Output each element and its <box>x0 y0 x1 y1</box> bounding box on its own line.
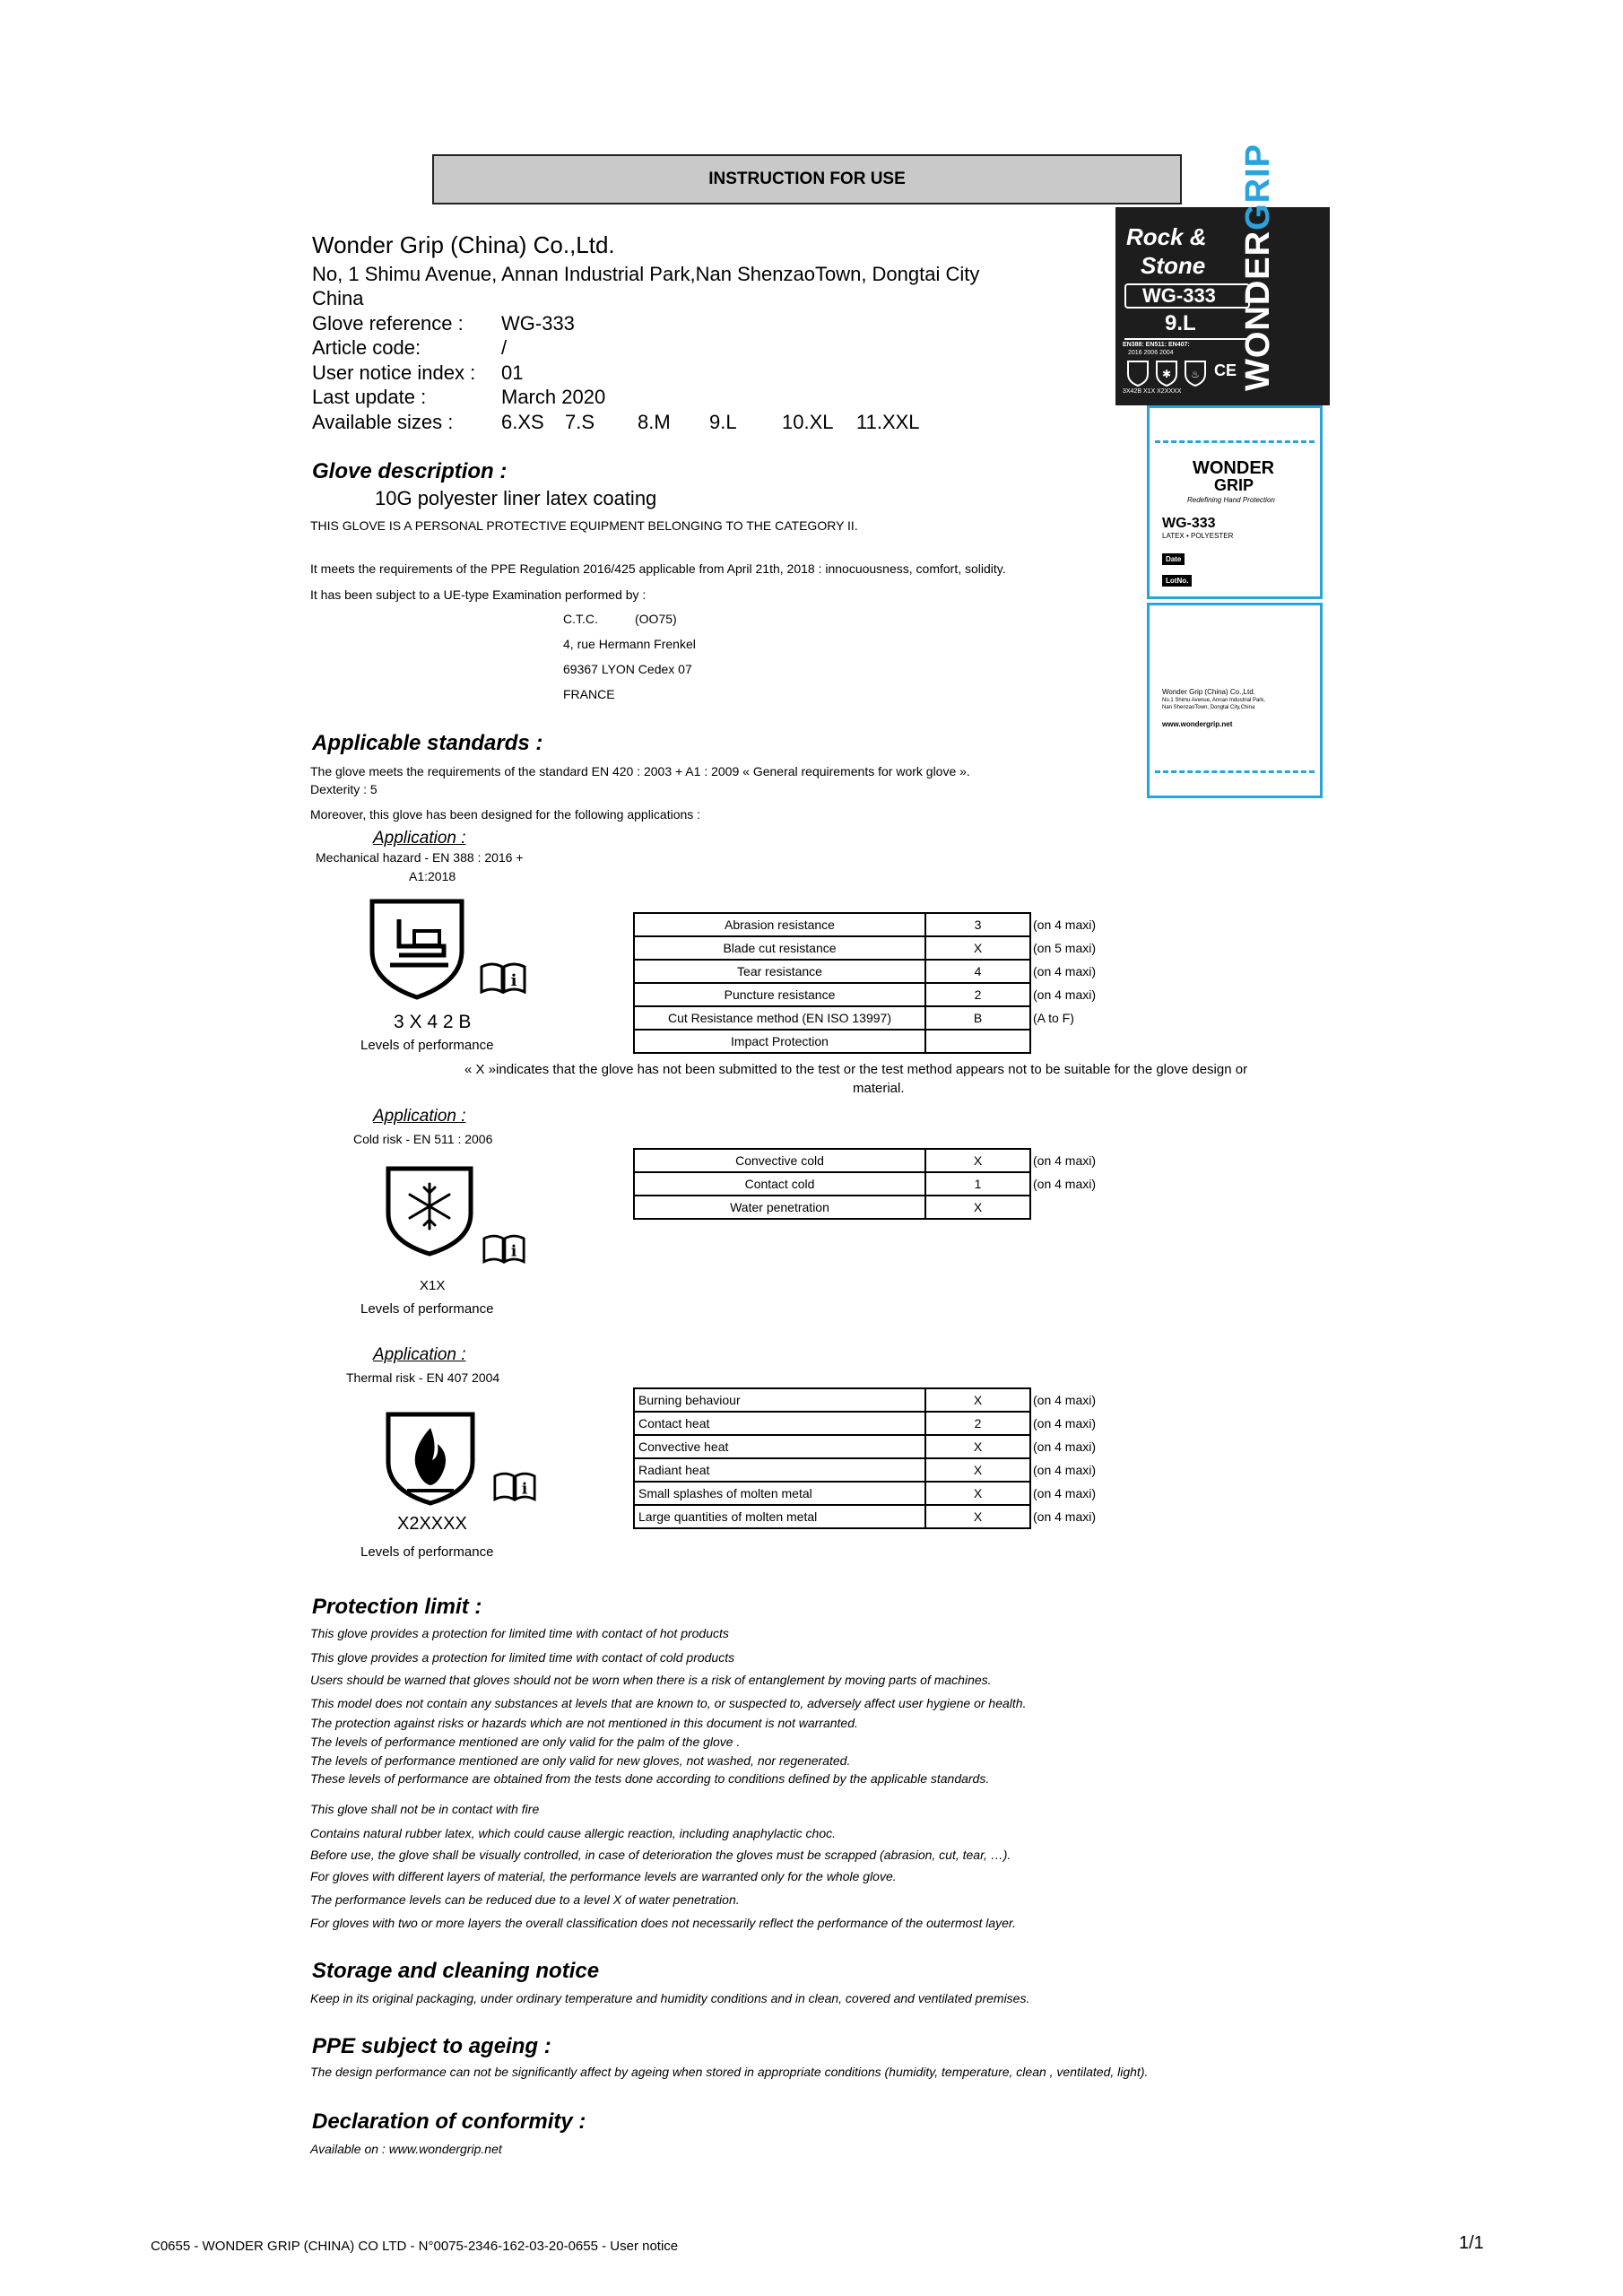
size-item: 10.XL <box>782 411 834 433</box>
document-banner: INSTRUCTION FOR USE <box>432 154 1182 204</box>
info-label: Last update : <box>312 386 427 408</box>
table-row <box>634 1196 1127 1219</box>
body-address: 4, rue Hermann Frenkel <box>563 637 696 651</box>
table-cell: (on 4 maxi) <box>1033 1416 1097 1431</box>
table-cell: X <box>925 936 1030 960</box>
table-row <box>634 1435 1127 1458</box>
list-item: Before use, the glove shall be visually controlled, in case of deterioration the gloves must be scrapped (abrasion, cut, tear, …). <box>310 1848 1011 1862</box>
cold-hazard-icon <box>384 1164 475 1257</box>
table-cell: Impact Protection <box>634 1030 925 1053</box>
body-address: FRANCE <box>563 687 615 701</box>
company-name: Wonder Grip (China) Co.,Ltd. <box>312 231 615 258</box>
table-cell: X <box>925 1149 1030 1172</box>
label-model: WG-333 <box>1142 284 1216 307</box>
list-item: The protection against risks or hazards which are not mentioned in this document is not warranted. <box>310 1716 858 1730</box>
storage-heading: Storage and cleaning notice <box>312 1959 600 1983</box>
glove-description-text: 10G polyester liner latex coating <box>375 487 657 509</box>
table-cell: (on 4 maxi) <box>1033 1439 1097 1454</box>
table-cell: Radiant heat <box>634 1458 925 1482</box>
cold-title: Cold risk - EN 511 : 2006 <box>353 1132 493 1146</box>
svg-text:i: i <box>521 1479 528 1498</box>
table-row <box>634 1482 1127 1505</box>
table-cell: (on 4 maxi) <box>1033 987 1097 1002</box>
table-cell: 3 <box>925 913 1030 936</box>
body-name: C.T.C. <box>563 612 598 626</box>
svg-text:i: i <box>510 1241 517 1260</box>
list-item: The levels of performance mentioned are only valid for the palm of the glove . <box>310 1735 741 1749</box>
table-cell <box>1030 1030 1127 1053</box>
table-cell: (on 4 maxi) <box>1033 1486 1097 1500</box>
tag-company: Wonder Grip (China) Co.,Ltd. <box>1162 688 1255 696</box>
label-line1: Rock & <box>1126 223 1207 250</box>
mechanical-table <box>633 912 1128 1054</box>
list-item: This glove provides a protection for limited time with contact of cold products <box>310 1650 735 1665</box>
label-std-header: EN388: EN511: EN407: <box>1123 342 1190 348</box>
list-item: The levels of performance mentioned are only valid for new gloves, not washed, nor regenerated. <box>310 1753 851 1768</box>
table-row <box>634 1172 1127 1196</box>
info-value: WG-333 <box>501 312 575 335</box>
list-item: This glove shall not be in contact with fire <box>310 1802 540 1816</box>
thermal-table <box>633 1387 1128 1529</box>
label-line2: Stone <box>1141 252 1206 279</box>
body-address: 69367 LYON Cedex 07 <box>563 662 692 676</box>
tag-website: www.wondergrip.net <box>1162 720 1233 728</box>
table-cell: X <box>925 1196 1030 1219</box>
thermal-code: X2XXXX <box>397 1514 467 1534</box>
list-item: For gloves with two or more layers the overall classification does not necessarily reflect the performance of the outermost layer. <box>310 1916 1016 1930</box>
size-item: 8.M <box>638 411 671 433</box>
table-row <box>634 1006 1127 1030</box>
mechanical-code: 3 X 4 2 B <box>394 1012 472 1032</box>
table-cell: Puncture resistance <box>634 983 925 1006</box>
table-cell: X <box>925 1482 1030 1505</box>
table-row <box>634 983 1127 1006</box>
tag-address1: No.1 Shimu Avenue, Annan Industrial Park, <box>1162 698 1265 703</box>
table-cell: Burning behaviour <box>634 1388 925 1412</box>
table-cell: (on 4 maxi) <box>1033 1177 1097 1191</box>
thermal-hazard-icon <box>384 1410 477 1507</box>
table-cell: 2 <box>925 983 1030 1006</box>
info-label: Glove reference : <box>312 312 464 335</box>
standards-text: The glove meets the requirements of the standard EN 420 : 2003 + A1 : 2009 « General requirements for work glove ». <box>310 764 970 778</box>
table-cell: X <box>925 1458 1030 1482</box>
table-cell: X <box>925 1505 1030 1528</box>
footer-text: C0655 - WONDER GRIP (CHINA) CO LTD - N°0075-2346-162-03-20-0655 - User notice <box>151 2239 679 2254</box>
table-cell: Abrasion resistance <box>634 913 925 936</box>
table-cell: 4 <box>925 960 1030 983</box>
table-cell: (on 4 maxi) <box>1033 1393 1097 1407</box>
table-row <box>634 1149 1127 1172</box>
table-cell: B <box>925 1006 1030 1030</box>
table-cell: (on 4 maxi) <box>1033 1153 1097 1168</box>
tag-brand1: WONDER <box>1193 458 1275 478</box>
table-row <box>634 1030 1127 1053</box>
hang-tag-back <box>1147 603 1323 798</box>
glove-description-heading: Glove description : <box>312 459 508 483</box>
table-cell: (on 4 maxi) <box>1033 918 1097 932</box>
size-item: 7.S <box>565 411 595 433</box>
table-cell <box>925 1030 1030 1053</box>
conformity-heading: Declaration of conformity : <box>312 2109 586 2134</box>
size-item: 11.XXL <box>856 411 920 433</box>
conformity-text: Available on : www.wondergrip.net <box>310 2142 502 2156</box>
wondergrip-logo: WONDERGRIP <box>1239 143 1277 391</box>
info-value: 01 <box>501 361 524 384</box>
mechanical-title: Mechanical hazard - EN 388 : 2016 + <box>316 850 524 865</box>
list-item: For gloves with different layers of material, the performance levels are warranted only for the whole glove. <box>310 1869 897 1883</box>
table-cell: (A to F) <box>1033 1011 1074 1025</box>
table-cell: Cut Resistance method (EN ISO 13997) <box>634 1006 925 1030</box>
info-value: March 2020 <box>501 386 606 408</box>
ageing-heading: PPE subject to ageing : <box>312 2034 551 2058</box>
category-text: THIS GLOVE IS A PERSONAL PROTECTIVE EQUIPMENT BELONGING TO THE CATEGORY II. <box>310 518 858 533</box>
table-cell: (on 4 maxi) <box>1033 1463 1097 1477</box>
table-row <box>634 1505 1127 1528</box>
table-cell: Convective cold <box>634 1149 925 1172</box>
list-item: These levels of performance are obtained from the tests done according to conditions defined by the applicable standards. <box>310 1771 990 1786</box>
applications-text: Moreover, this glove has been designed for the following applications : <box>310 807 701 822</box>
regulation-text: It meets the requirements of the PPE Regulation 2016/425 applicable from April 21th, 2018 : innocuousness, comfort, solidity. <box>310 561 1006 576</box>
info-label: Article code: <box>312 336 421 359</box>
table-row <box>634 1388 1127 1412</box>
info-label: Available sizes : <box>312 411 454 433</box>
table-cell: 1 <box>925 1172 1030 1196</box>
table-cell: Blade cut resistance <box>634 936 925 960</box>
table-cell: Contact cold <box>634 1172 925 1196</box>
table-cell: (on 4 maxi) <box>1033 964 1097 978</box>
size-item: 9.L <box>709 411 737 433</box>
table-row <box>634 1412 1127 1435</box>
tag-model: WG-333 <box>1162 516 1216 531</box>
svg-text:i: i <box>510 971 517 990</box>
company-country: China <box>312 287 364 309</box>
table-row <box>634 936 1127 960</box>
mechanical-title-2: A1:2018 <box>409 869 456 883</box>
tag-slogan: Redefining Hand Protection <box>1187 496 1275 504</box>
tag-brand2: GRIP <box>1214 476 1254 494</box>
tag-material: LATEX • POLYESTER <box>1162 532 1234 540</box>
table-cell: Large quantities of molten metal <box>634 1505 925 1528</box>
table-cell: X <box>925 1435 1030 1458</box>
table-row <box>634 913 1127 936</box>
table-cell: Convective heat <box>634 1435 925 1458</box>
hang-tag-front <box>1147 405 1323 599</box>
book-info-icon <box>482 1233 525 1264</box>
application-label: Application : <box>373 1345 466 1364</box>
table-cell <box>1030 1196 1127 1219</box>
dexterity-text: Dexterity : 5 <box>310 782 378 796</box>
label-std-codes: 3X42B X1X X2XXXX <box>1123 388 1182 395</box>
tag-lot: LotNo. <box>1162 575 1192 587</box>
table-cell: Water penetration <box>634 1196 925 1219</box>
label-std-years: 2016 2006 2004 <box>1128 350 1174 356</box>
list-item: The performance levels can be reduced due to a level X of water penetration. <box>310 1892 740 1907</box>
list-item: This glove provides a protection for limited time with contact of hot products <box>310 1626 729 1640</box>
svg-text:✱: ✱ <box>1161 368 1172 380</box>
table-cell: Tear resistance <box>634 960 925 983</box>
book-info-icon <box>480 961 526 994</box>
table-cell: Contact heat <box>634 1412 925 1435</box>
cold-code: X1X <box>420 1278 446 1293</box>
ageing-text: The design performance can not be significantly affect by ageing when stored in appropriate conditions (humidity, temperature, clean , ventilated, light). <box>310 2065 1149 2079</box>
storage-text: Keep in its original packaging, under ordinary temperature and humidity conditions and in clean, covered and ventilated premises. <box>310 1991 1030 2005</box>
standards-heading: Applicable standards : <box>312 731 543 755</box>
mechanical-hazard-icon <box>368 897 466 1000</box>
table-cell: Small splashes of molten metal <box>634 1482 925 1505</box>
svg-text:♨: ♨ <box>1191 369 1200 380</box>
performance-label: Levels of performance <box>360 1544 494 1560</box>
cold-table <box>633 1148 1128 1220</box>
tag-date: Date <box>1162 553 1185 565</box>
product-label <box>1115 143 1330 405</box>
ce-mark: CE <box>1214 361 1237 379</box>
company-address: No, 1 Shimu Avenue, Annan Industrial Park,Nan ShenzaoTown, Dongtai City <box>312 263 980 285</box>
x-note: « X »indicates that the glove has not been submitted to the test or the test method appears not to be suitable for the glove design or <box>464 1062 1248 1077</box>
list-item: Contains natural rubber latex, which could cause allergic reaction, including anaphylactic choc. <box>310 1826 836 1840</box>
list-item: Users should be warned that gloves should not be worn when there is a risk of entanglement by moving parts of machines. <box>310 1673 992 1687</box>
body-code: (OO75) <box>635 612 677 626</box>
list-item: This model does not contain any substances at levels that are known to, or suspected to, adversely affect user hygiene or health. <box>310 1696 1027 1710</box>
tag-address2: Nan ShenzaoTown, Dongtai City,China <box>1162 705 1255 710</box>
table-cell: (on 4 maxi) <box>1033 1509 1097 1524</box>
book-info-icon <box>493 1471 536 1501</box>
performance-label: Levels of performance <box>360 1038 494 1053</box>
thermal-title: Thermal risk - EN 407 2004 <box>346 1370 500 1385</box>
x-note-2: material. <box>853 1081 905 1096</box>
page-number: 1/1 <box>1459 2233 1484 2253</box>
protection-limit-heading: Protection limit : <box>312 1595 482 1619</box>
exam-text: It has been subject to a UE-type Examination performed by : <box>310 587 647 602</box>
table-cell: (on 5 maxi) <box>1033 941 1097 955</box>
label-standard-icons <box>1124 360 1225 387</box>
label-size: 9.L <box>1165 311 1196 335</box>
size-item: 6.XS <box>501 411 544 433</box>
table-row <box>634 960 1127 983</box>
table-row <box>634 1458 1127 1482</box>
application-label: Application : <box>373 829 466 848</box>
info-label: User notice index : <box>312 361 476 384</box>
info-value: / <box>501 336 508 359</box>
table-cell: 2 <box>925 1412 1030 1435</box>
application-label: Application : <box>373 1107 466 1126</box>
table-cell: X <box>925 1388 1030 1412</box>
performance-label: Levels of performance <box>360 1301 494 1317</box>
